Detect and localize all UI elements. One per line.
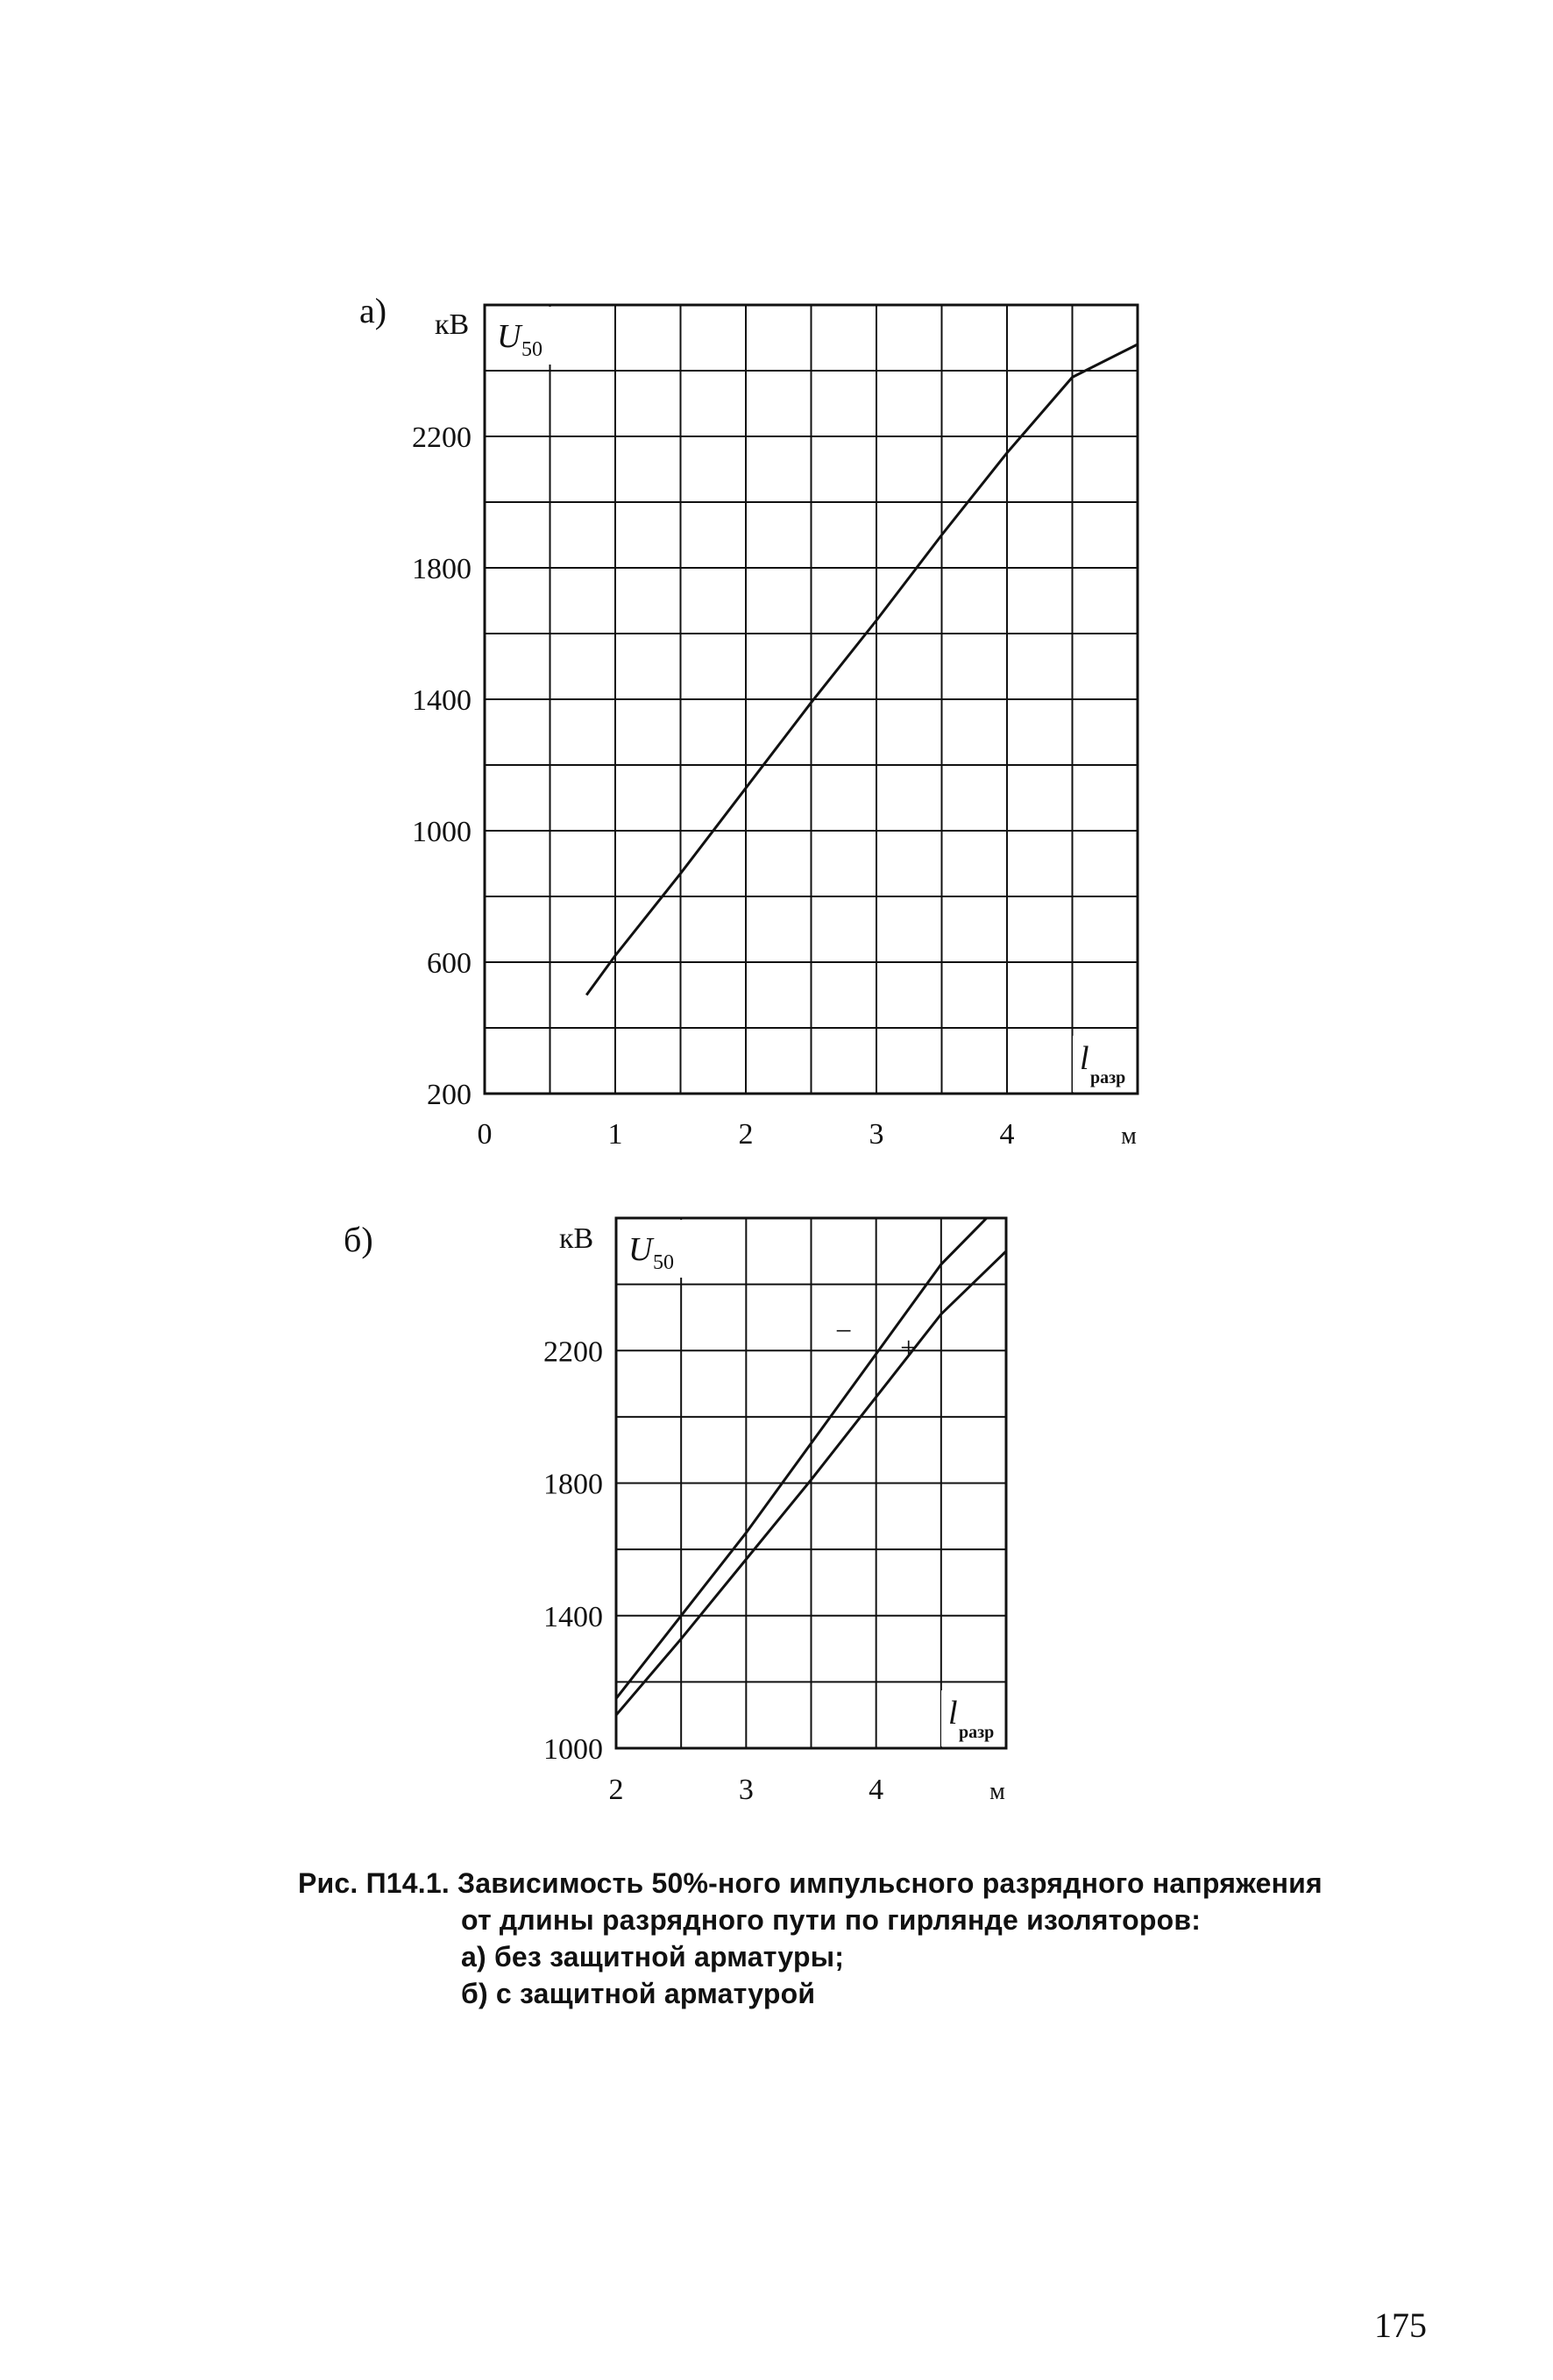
y-tick-label: 2200: [412, 421, 472, 454]
y-tick-label: 1400: [412, 684, 472, 717]
page-number: 175: [1374, 2306, 1427, 2345]
x-quantity-label: l: [948, 1695, 958, 1732]
x-quantity-subscript: разр: [959, 1723, 995, 1742]
caption-line-4: б) с защитной арматурой: [461, 1978, 816, 2009]
y-unit-label: кВ: [559, 1222, 594, 1255]
y-quantity-label: U: [628, 1231, 653, 1268]
panel-label: а): [359, 291, 387, 330]
y-tick-label: 1800: [543, 1468, 603, 1501]
x-unit-label: м: [989, 1778, 1005, 1805]
series-line-1: [616, 1218, 987, 1698]
x-unit-label: м: [1121, 1123, 1137, 1150]
panel-label: б): [344, 1220, 373, 1259]
x-tick-label: 4: [999, 1118, 1015, 1151]
x-tick-label: 0: [477, 1118, 493, 1151]
x-tick-label: 1: [607, 1118, 623, 1151]
x-tick-label: 3: [738, 1774, 754, 1806]
caption-line-1: Рис. П14.1. Зависимость 50%-ного импульсного разрядного напряжения: [298, 1867, 1323, 1899]
y-quantity-subscript: 50: [653, 1251, 674, 1274]
y-tick-label: 600: [427, 947, 472, 980]
y-tick-label: 1400: [543, 1600, 603, 1633]
y-tick-label: 200: [427, 1079, 472, 1111]
y-tick-label: 1000: [543, 1733, 603, 1766]
x-tick-label: 2: [608, 1774, 624, 1806]
y-tick-label: 2200: [543, 1335, 603, 1369]
caption-line-3: а) без защитной арматуры;: [461, 1941, 845, 1973]
x-quantity-subscript: разр: [1090, 1068, 1126, 1087]
series-label: −: [834, 1314, 853, 1348]
x-tick-label: 4: [869, 1774, 884, 1806]
series-label: +: [900, 1331, 918, 1364]
series-line-1: [586, 344, 1138, 995]
y-tick-label: 1000: [412, 816, 472, 848]
y-quantity-label: U: [497, 318, 521, 355]
figure-caption: [298, 1865, 1323, 2012]
caption-line-2: от длины разрядного пути по гирлянде изоляторов:: [461, 1904, 1202, 1936]
y-tick-label: 1800: [412, 553, 472, 585]
y-quantity-subscript: 50: [521, 338, 542, 361]
x-quantity-label: l: [1080, 1040, 1089, 1077]
x-tick-label: 2: [738, 1118, 754, 1151]
y-unit-label: кВ: [435, 308, 470, 341]
x-tick-label: 3: [869, 1118, 884, 1151]
